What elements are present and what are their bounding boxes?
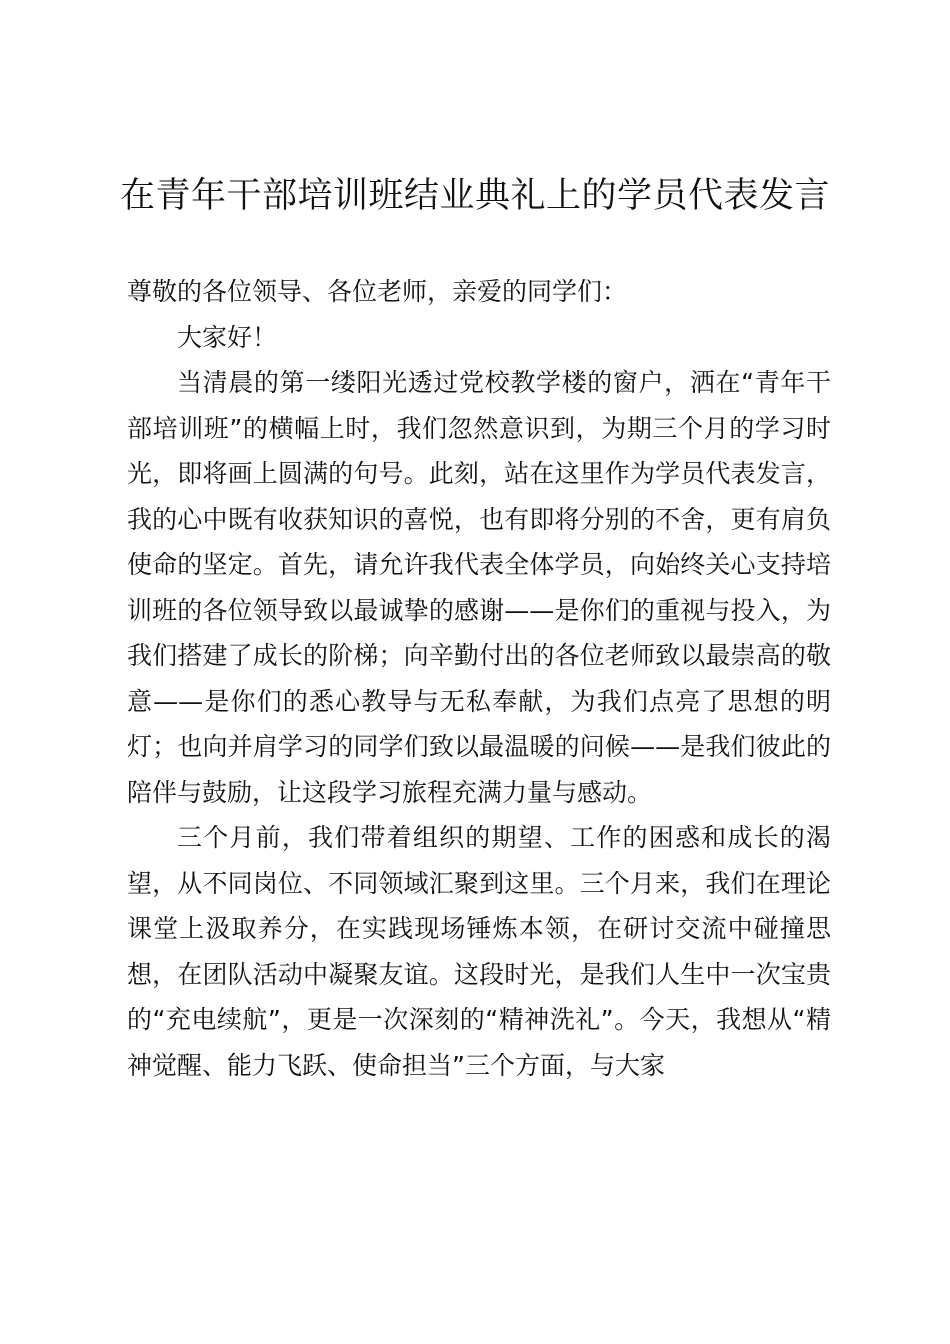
document-body bbox=[127, 269, 831, 1088]
salutation-line: 尊敬的各位领导、各位老师，亲爱的同学们： bbox=[127, 277, 628, 306]
body-paragraph-1: 当清晨的第一缕阳光透过党校教学楼的窗户，洒在“青年干部培训班”的横幅上时，我们忽然意识到，为期三个月的学习时光，即将画上圆满的句号。此刻，站在这里作为学员代表发言，我的心中既有收获知识的喜悦，也有即将分别的不舍，更有肩负使命的坚定。首先，请允许我代表全体学员，向始终关心支持培训班的各位领导致以最诚挚的感谢——是你们的重视与投入，为我们搭建了成长的阶梯；向辛勤付出的各位老师致以最崇高的敬意——是你们的悉心教导与无私奉献，为我们点亮了思想的明灯；也向并肩学习的同学们致以最温暖的问候——是我们彼此的陪伴与鼓励，让这段学习旅程充满力量与感动。 bbox=[127, 368, 831, 807]
body-paragraph-2: 三个月前，我们带着组织的期望、工作的困惑和成长的渴望，从不同岗位、不同领域汇聚到这里。三个月来，我们在理论课堂上汲取养分，在实践现场锤炼本领，在研讨交流中碰撞思想，在团队活动中凝聚友谊。这段时光，是我们人生中一次宝贵的“充电续航”，更是一次深刻的“精神洗礼”。今天，我想从“精神觉醒、能力飞跃、使命担当”三个方面，与大家 bbox=[127, 823, 831, 1080]
document-title: 在青年干部培训班结业典礼上的学员代表发言 bbox=[119, 176, 830, 216]
greeting-line: 大家好！ bbox=[177, 322, 278, 352]
